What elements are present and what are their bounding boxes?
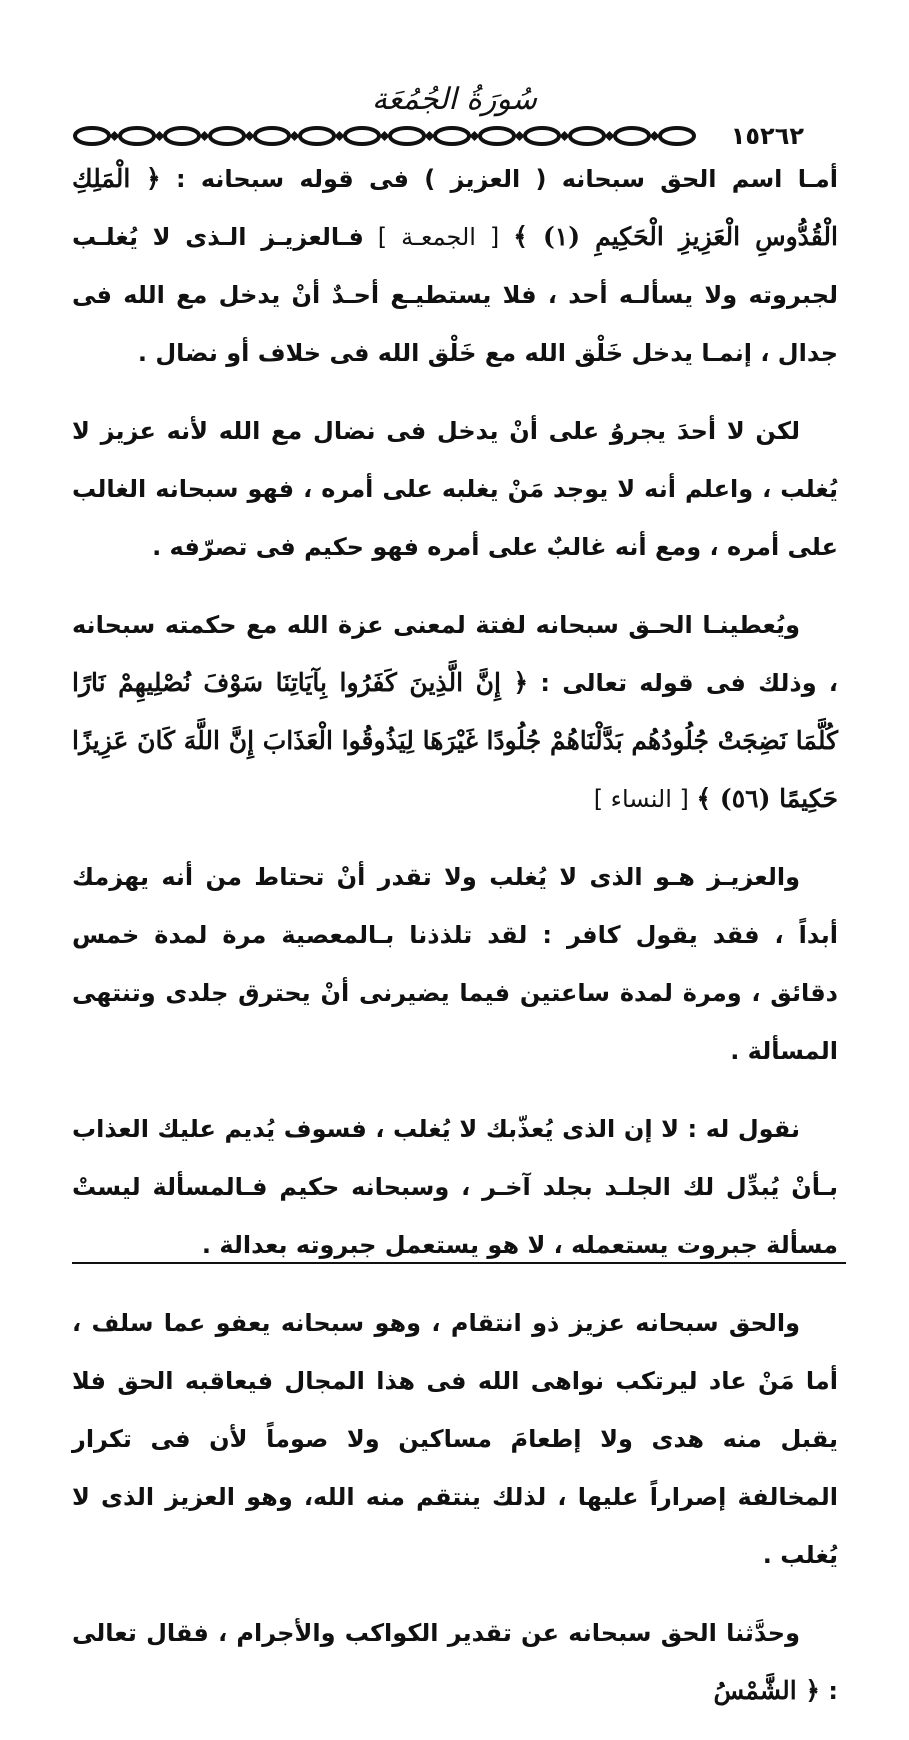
paragraph-4: والعزيـز هـو الذى لا يُغلب ولا تقدر أنْ تحتاط من أنه يهزمك أبداً ، فقد يقول كافر : لقد تلذذنا بـالمعصية مرة لمدة خمس دقائق ، ومرة لمدة ساعتين فيما يضيرنى أنْ يحترق جلدى وتنتهى المسألة .: [72, 863, 838, 1065]
surah-reference: [ النساء ]: [593, 785, 697, 813]
paragraph-3: [72, 596, 838, 828]
ornament-chain-icon: [70, 122, 710, 150]
paragraph-2: لكن لا أحدَ يجروُ على أنْ يدخل فى نضال مع الله لأنه عزيز لا يُغلب ، واعلم أنه لا يوجد مَنْ يغلبه على أمره ، فهو سبحانه الغالب على أمره ، ومع أنه غالبٌ على أمره فهو حكيم فى تصرّفه .: [72, 417, 838, 561]
paragraph-3-text: ويُعطينـا الحـق سبحانه لفتة لمعنى عزة الله مع حكمته سبحانه ، وذلك فى قوله تعالى :: [72, 611, 838, 697]
footer-rule: [72, 1262, 846, 1264]
paragraph-1: [72, 150, 838, 382]
paragraph-1-text-b: فـالعزيـز الـذى لا يُغلـب لجبروته ولا يسألـه أحد ، فلا يستطيـع أحـدٌ أنْ يدخل مع الله فى جدال ، إنمـا يدخل خَلْق الله مع خَلْق الله فى خلاف أو نضال .: [72, 223, 838, 367]
surah-title: سُورَةُ الجُمُعَة: [371, 82, 538, 117]
surah-reference: [ الجمعـة ]: [363, 223, 514, 251]
verse-quote: ﴿ الْمَلِكِ الْقُدُّوسِ الْعَزِيزِ الْحَكِيمِ (١) ﴾: [72, 164, 838, 251]
header-ornament-band: [70, 122, 840, 150]
page-number: ١٥٢٦٢: [730, 122, 804, 150]
verse-quote: ﴿ إِنَّ الَّذِينَ كَفَرُوا بِآيَاتِنَا سَوْفَ نُصْلِيهِمْ نَارًا كُلَّمَا نَضِجَتْ جُلُودُهُم بَدَّلْنَاهُمْ جُلُودًا غَيْرَهَا لِيَذُوقُوا الْعَذَابَ إِنَّ اللَّهَ كَانَ عَزِيزًا حَكِيمًا (٥٦) ﴾: [72, 668, 838, 813]
paragraph-5: نقول له : لا إن الذى يُعذّبك لا يُغلب ، فسوف يُديم عليك العذاب بـأنْ يُبدِّل لك الجلـد بجلد آخـر ، وسبحانه حكيم فـالمسألة ليستْ مسألة جبروت يستعمله ، لا هو يستعمل جبروته بعدالة .: [72, 1115, 838, 1259]
paragraph-7: [72, 1604, 838, 1720]
page-content: [72, 150, 838, 1740]
verse-quote: ﴿ الشَّمْسُ: [713, 1676, 821, 1705]
paragraph-1-text-a: أمـا اسم الحق سبحانه ( العزيز ) فى قوله سبحانه :: [160, 165, 839, 193]
paragraph-6: والحق سبحانه عزيز ذو انتقام ، وهو سبحانه يعفو عما سلف ، أما مَنْ عاد ليرتكب نواهى الله فى هذا المجال فيعاقبه الحق فلا يقبل منه هدى ولا إطعامَ مساكين ولا صوماً لأن فى تكرار المخالفة إصراراً عليها ، لذلك ينتقم منه الله، وهو العزيز الذى لا يُغلب .: [72, 1309, 838, 1569]
paragraph-7-text: وحدَّثنا الحق سبحانه عن تقدير الكواكب والأجرام ، فقال تعالى :: [72, 1619, 838, 1705]
